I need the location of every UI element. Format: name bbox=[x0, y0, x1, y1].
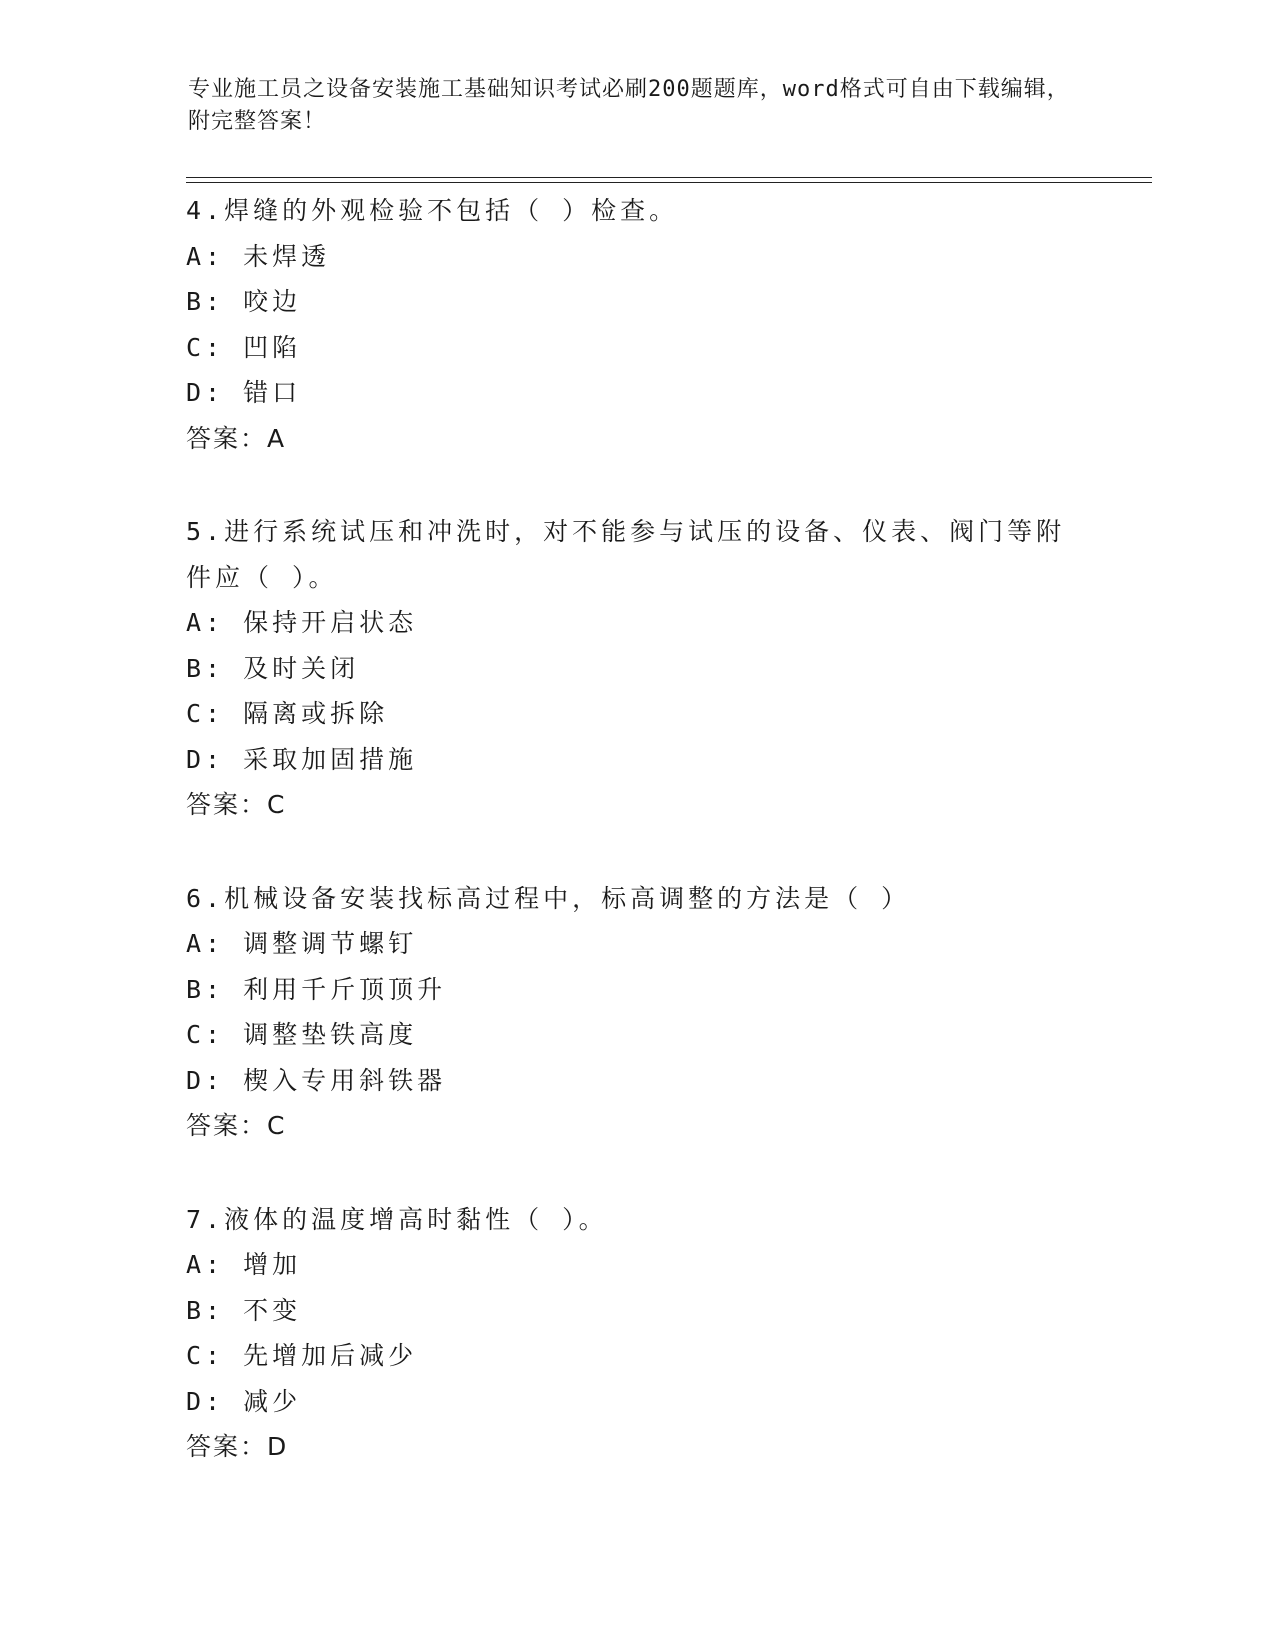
option-c: C: 先增加后减少 bbox=[186, 1341, 418, 1370]
option-b: B: 咬边 bbox=[186, 287, 302, 316]
option-c: C: 隔离或拆除 bbox=[186, 699, 389, 728]
option-b: B: 及时关闭 bbox=[186, 653, 360, 683]
option-d: D: 楔入专用斜铁器 bbox=[186, 1065, 447, 1095]
header-divider-bottom bbox=[186, 182, 1152, 183]
answer-text: 答案：C bbox=[186, 1111, 287, 1140]
document-header: 专业施工员之设备安装施工基础知识考试必刷200题题库，word格式可自由下载编辑，附完整答案！ bbox=[188, 77, 1070, 134]
question-6 bbox=[186, 876, 1152, 1149]
question-stem: 7.液体的温度增高时黏性（ ）。 bbox=[186, 1204, 608, 1234]
question-stem: 4.焊缝的外观检验不包括（ ）检查。 bbox=[186, 196, 679, 225]
answer-text: 答案：C bbox=[186, 790, 287, 819]
option-b: B: 不变 bbox=[186, 1295, 302, 1325]
option-a: A: 调整调节螺钉 bbox=[186, 929, 418, 958]
option-b: B: 利用千斤顶顶升 bbox=[186, 974, 447, 1004]
question-list bbox=[186, 188, 1152, 1518]
option-d: D: 错口 bbox=[186, 378, 302, 407]
question-4 bbox=[186, 188, 1152, 461]
option-c: C: 凹陷 bbox=[186, 332, 302, 362]
option-a: A: 增加 bbox=[186, 1250, 302, 1279]
option-d: D: 采取加固措施 bbox=[186, 744, 418, 774]
question-stem: 5.进行系统试压和冲洗时，对不能参与试压的设备、仪表、阀门等附件应（ ）。 bbox=[186, 517, 1066, 592]
header-divider-top bbox=[186, 177, 1152, 178]
answer-text: 答案：D bbox=[186, 1432, 289, 1461]
option-a: A: 未焊透 bbox=[186, 241, 331, 271]
answer-text: 答案：A bbox=[186, 423, 287, 453]
question-5 bbox=[186, 509, 1152, 828]
option-a: A: 保持开启状态 bbox=[186, 608, 418, 637]
option-c: C: 调整垫铁高度 bbox=[186, 1020, 418, 1049]
question-7 bbox=[186, 1197, 1152, 1470]
option-d: D: 减少 bbox=[186, 1386, 302, 1416]
question-stem: 6.机械设备安装找标高过程中，标高调整的方法是（ ） bbox=[186, 883, 911, 913]
